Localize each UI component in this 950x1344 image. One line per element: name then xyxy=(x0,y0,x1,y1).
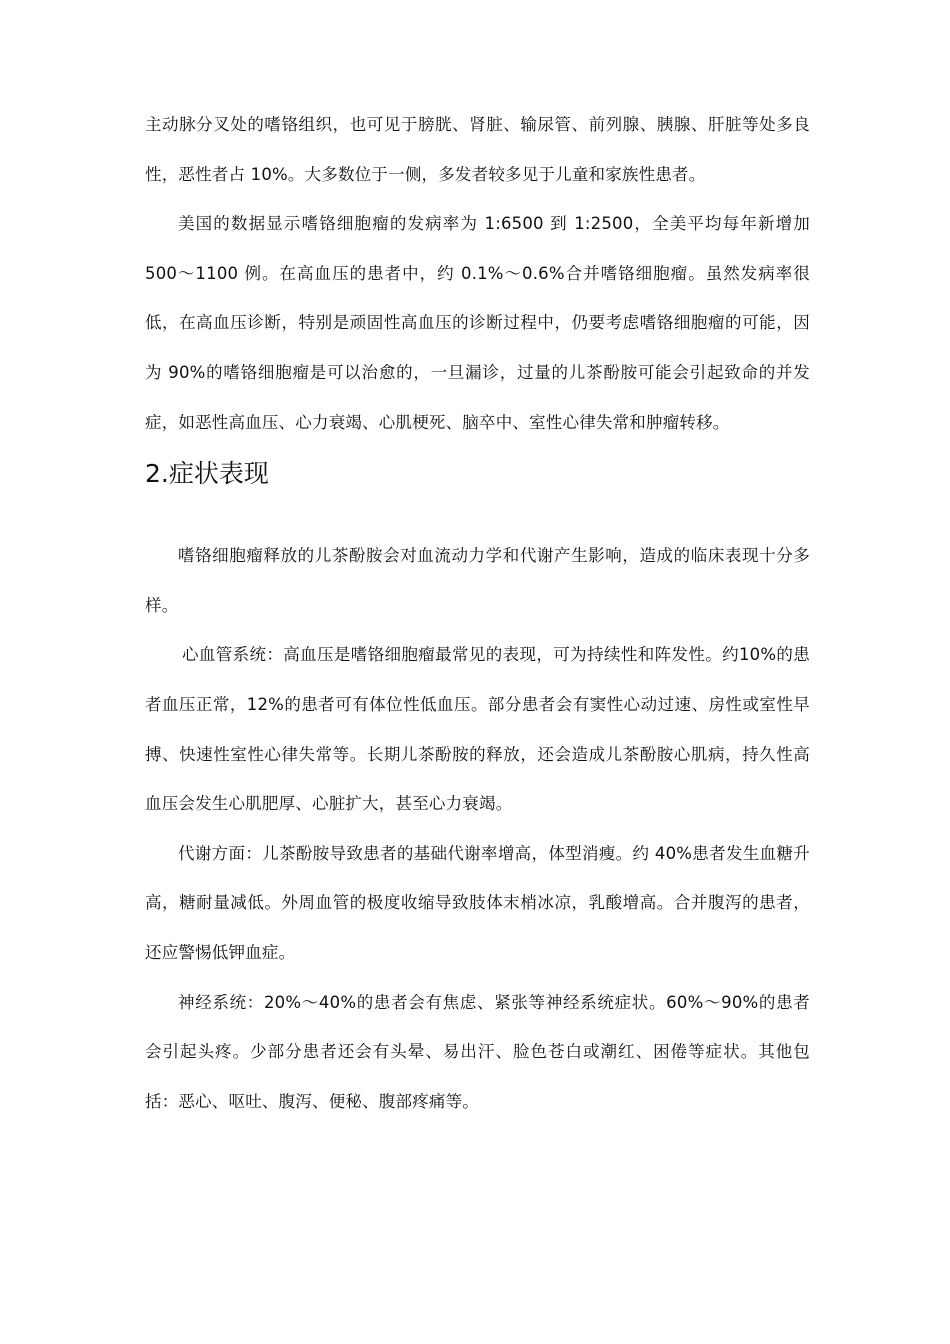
section-heading-symptoms: 2.症状表现 xyxy=(145,459,269,489)
paragraph-symptoms-intro: 嗜铬细胞瘤释放的儿茶酚胺会对血流动力学和代谢产生影响，造成的临床表现十分多样。 xyxy=(145,546,810,615)
document-body xyxy=(145,100,810,1126)
paragraph-nervous-system: 神经系统：20%～40%的患者会有焦虑、紧张等神经系统症状。60%～90%的患者会引起头疼。少部分患者还会有头晕、易出汗、脸色苍白或潮红、困倦等症状。其他包括：恶心、呕吐、腹泻、便秘、腹部疼痛等。 xyxy=(145,992,810,1111)
paragraph-cardiovascular: 心血管系统：高血压是嗜铬细胞瘤最常见的表现，可为持续性和阵发性。约10%的患者血压正常，12%的患者可有体位性低血压。部分患者会有窦性心动过速、房性或室性早搏、快速性室性心律失常等。长期儿茶酚胺的释放，还会造成儿茶酚胺心肌病，持久性高血压会发生心肌肥厚、心脏扩大，甚至心力衰竭。 xyxy=(145,645,810,814)
paragraph-tumor-location: 主动脉分叉处的嗜铬组织，也可见于膀胱、肾脏、输尿管、前列腺、胰腺、肝脏等处多良性，恶性者占 10%。大多数位于一侧，多发者较多见于儿童和家族性患者。 xyxy=(145,115,810,184)
paragraph-incidence: 美国的数据显示嗜铬细胞瘤的发病率为 1:6500 到 1:2500，全美平均每年新增加 500～1100 例。在高血压的患者中，约 0.1%～0.6%合并嗜铬细胞瘤。虽然发病率很低，在高血压诊断，特别是顽固性高血压的诊断过程中，仍要考虑嗜铬细胞瘤的可能，因为 90%的嗜铬细胞瘤是可以治愈的，一旦漏诊，过量的儿茶酚胺可能会引起致命的并发症，如恶性高血压、心力衰竭、心肌梗死、脑卒中、室性心律失常和肿瘤转移。 xyxy=(145,214,810,432)
paragraph-metabolism: 代谢方面：儿茶酚胺导致患者的基础代谢率增高，体型消瘦。约 40%患者发生血糖升高，糖耐量减低。外周血管的极度收缩导致肢体末梢冰凉，乳酸增高。合并腹泻的患者，还应警惕低钾血症。 xyxy=(145,843,810,962)
